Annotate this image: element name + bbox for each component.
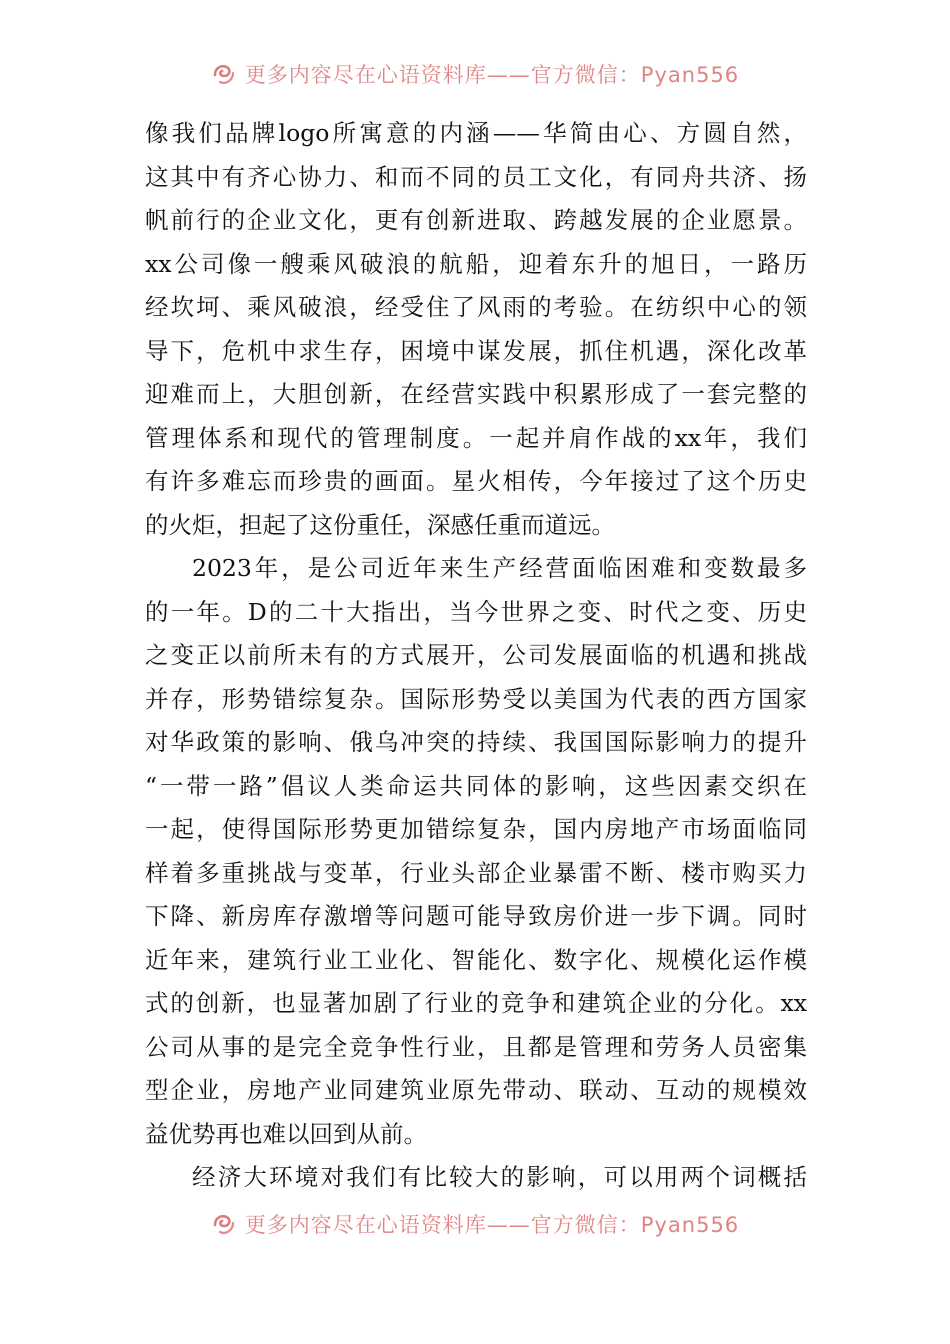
text-line: 下降、新房库存激增等问题可能导致房价进一步下调。同时 (145, 902, 807, 930)
text-line: xx公司像一艘乘风破浪的航船，迎着东升的旭日，一路历 (145, 249, 807, 278)
text-line: 之变正以前所未有的方式展开，公司发展面临的机遇和挑战 (145, 641, 807, 669)
document-body (145, 112, 807, 1200)
text-line: “一带一路”倡议人类命运共同体的影响，这些因素交织在 (145, 771, 807, 800)
text-line: 型企业，房地产业同建筑业原先带动、联动、互动的规模效 (145, 1076, 807, 1104)
watermark-text: 更多内容尽在心语资料库——官方微信：Pyan556 (244, 63, 740, 87)
logo-icon (211, 61, 237, 87)
text-line: 像我们品牌logo所寓意的内涵——华简由心、方圆自然， (145, 119, 807, 147)
text-line: 对华政策的影响、俄乌冲突的持续、我国国际影响力的提升 (145, 728, 807, 756)
text-line: 迎难而上，大胆创新，在经营实践中积累形成了一套完整的 (145, 380, 807, 408)
text-line: 2023年，是公司近年来生产经营面临困难和变数最多 (192, 554, 807, 582)
text-line: 一起，使得国际形势更加错综复杂，国内房地产市场面临同 (145, 815, 807, 843)
watermark-text: 更多内容尽在心语资料库——官方微信：Pyan556 (244, 1213, 740, 1237)
text-line: 并存，形势错综复杂。国际形势受以美国为代表的西方国家 (145, 684, 807, 713)
watermark-header (0, 54, 950, 94)
text-line: 有许多难忘而珍贵的画面。星火相传，今年接过了这个历史 (145, 467, 807, 495)
paragraph-2 (145, 547, 807, 1156)
logo-icon (211, 1211, 237, 1237)
text-line: 这其中有齐心协力、和而不同的员工文化，有同舟共济、扬 (145, 162, 807, 191)
text-line: 益优势再也难以回到从前。 (145, 1119, 427, 1148)
text-line: 经济大环境对我们有比较大的影响，可以用两个词概括 (192, 1163, 807, 1191)
text-line: 经坎坷、乘风破浪，经受住了风雨的考验。在纺织中心的领 (145, 293, 807, 321)
text-line: 管理体系和现代的管理制度。一起并肩作战的xx年，我们 (145, 423, 807, 452)
paragraph-3 (145, 1156, 807, 1200)
text-line: 帆前行的企业文化，更有创新进取、跨越发展的企业愿景。 (145, 206, 807, 234)
paragraph-1 (145, 112, 807, 547)
text-line: 公司从事的是完全竞争性行业，且都是管理和劳务人员密集 (145, 1032, 807, 1061)
text-line: 的火炬，担起了这份重任，深感任重而道远。 (145, 510, 615, 539)
text-line: 式的创新，也显著加剧了行业的竞争和建筑企业的分化。xx (145, 989, 807, 1017)
watermark-footer (0, 1204, 950, 1244)
text-line: 的一年。D的二十大指出，当今世界之变、时代之变、历史 (145, 597, 807, 626)
text-line: 样着多重挑战与变革，行业头部企业暴雷不断、楼市购买力 (145, 858, 807, 887)
text-line: 导下，危机中求生存，困境中谋发展，抓住机遇，深化改革 (145, 336, 807, 365)
text-line: 近年来，建筑行业工业化、智能化、数字化、规模化运作模 (145, 945, 807, 974)
